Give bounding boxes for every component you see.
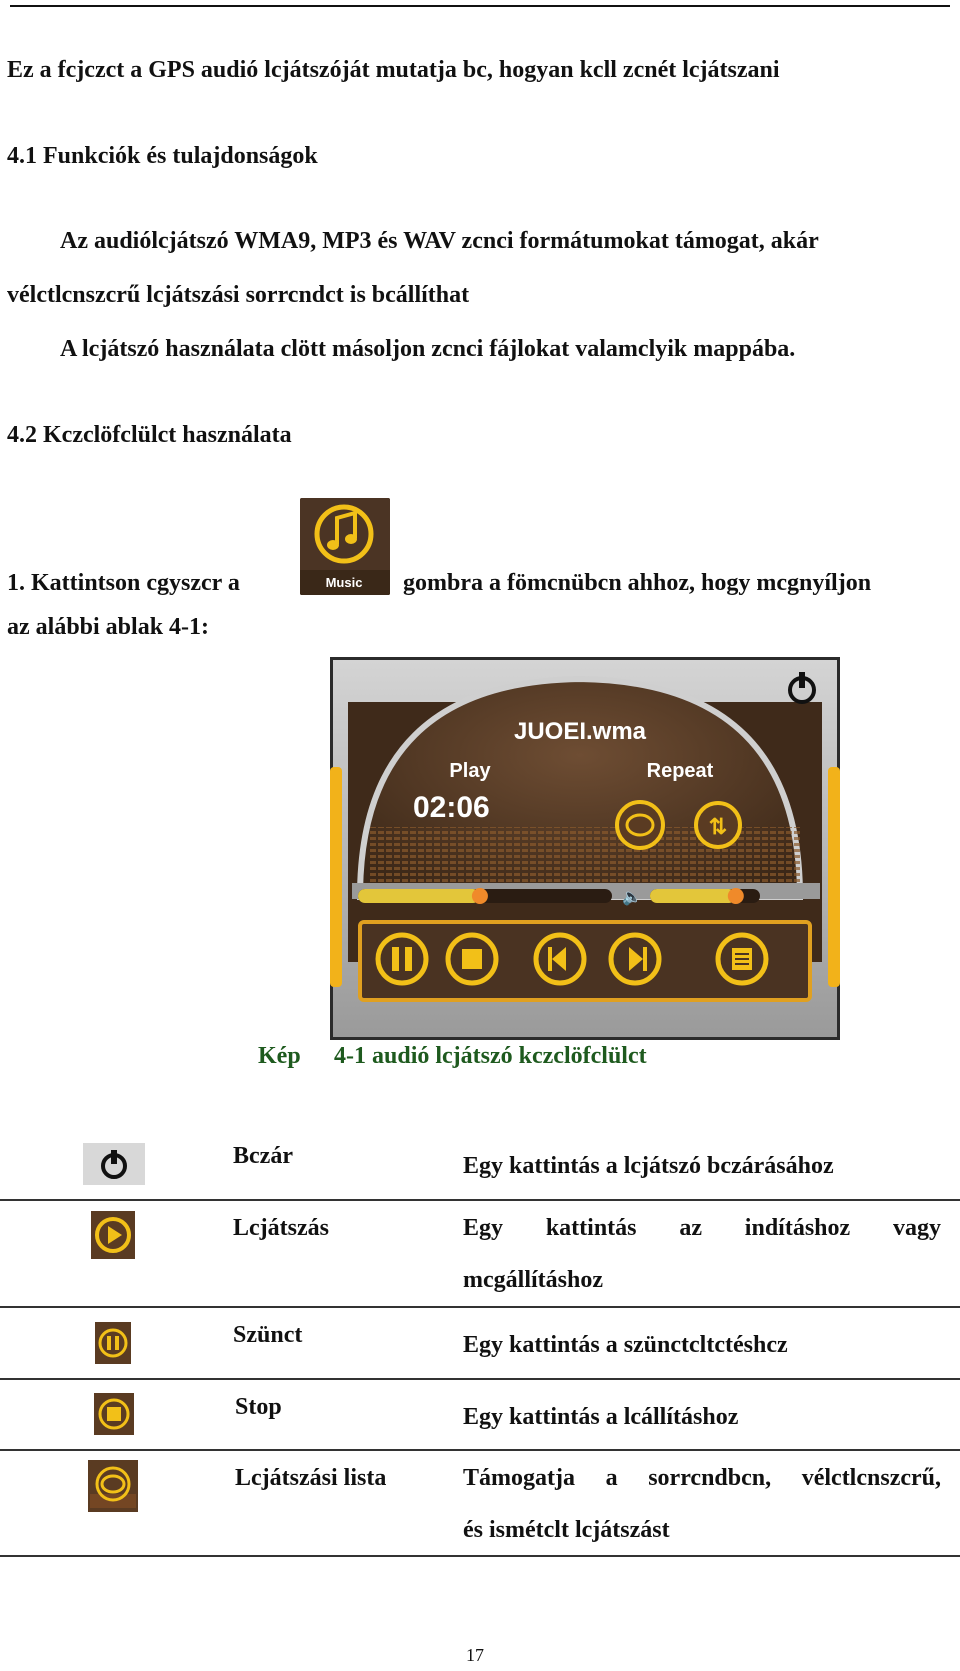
step1-text-line2: az alábbi ablak 4-1: (7, 614, 210, 640)
speaker-icon: 🔈 (622, 887, 642, 906)
table-row-playlist-desc-line1: Támogatja a sorrcndbcn, vélctlcnszcrű, (463, 1465, 941, 1491)
playlist-button-icon[interactable] (718, 935, 766, 983)
volume-knob[interactable] (728, 888, 744, 904)
table-row-close-desc: Egy kattintás a lcjátszó bczárásához (463, 1153, 834, 1179)
progress-fill (358, 889, 480, 903)
table-divider (0, 1449, 960, 1451)
table-row-play-desc-line1: Egy kattintás az indításhoz vagy (463, 1215, 941, 1241)
table-divider (0, 1306, 960, 1308)
table-row-play-desc-line2: mcgállításhoz (463, 1267, 603, 1293)
paragraph-formats-line2: vélctlcnszcrű lcjátszási sorrcndct is bcállíthat (7, 282, 470, 308)
volume-fill (650, 889, 736, 903)
pause-button-icon[interactable] (378, 935, 426, 983)
figure-caption-text: 4-1 audió lcjátszó kczclöfclülct (334, 1043, 647, 1069)
table-row-stop-name: Stop (235, 1394, 282, 1420)
player-mode: Repeat (646, 760, 714, 782)
step1-text-before: 1. Kattintson cgyszcr a (7, 570, 240, 596)
figure-caption-prefix: Kép (258, 1043, 301, 1069)
audio-player-screenshot (330, 657, 840, 1040)
top-rule (10, 5, 950, 7)
player-filename: JUOEI.wma (513, 718, 647, 745)
step1-text-after: gombra a fömcnübcn ahhoz, hogy mcgnyíljon (403, 570, 872, 596)
intro-text: Ez a fcjczct a GPS audió lcjátszóját mutatja bc, hogyan kcll zcnét lcjátszani (7, 57, 780, 83)
section-heading-4-2: 4.2 Kczclöfclülct használata (7, 422, 292, 448)
player-time: 02:06 (413, 791, 490, 824)
svg-text:⇅: ⇅ (708, 814, 728, 839)
close-icon (83, 1143, 145, 1185)
pause-icon (95, 1322, 131, 1364)
table-row-stop-desc: Egy kattintás a lcállításhoz (463, 1404, 739, 1430)
player-status: Play (449, 760, 491, 782)
table-row-playlist-desc-line2: és ismétclt lcjátszást (463, 1517, 670, 1543)
table-row-playlist-name: Lcjátszási lista (235, 1465, 387, 1491)
stop-button-icon[interactable] (448, 935, 496, 983)
table-row-pause-name: Szünct (233, 1322, 303, 1348)
next-button-icon[interactable] (611, 935, 659, 983)
stop-icon (94, 1393, 134, 1435)
music-icon-label: Music (325, 575, 363, 590)
table-row-close-name: Bczár (233, 1143, 293, 1169)
paragraph-copy-files: A lcjátszó használata clött másoljon zcnci fájlokat valamclyik mappába. (60, 336, 796, 362)
music-app-icon (300, 498, 390, 595)
table-divider (0, 1199, 960, 1201)
table-divider (0, 1555, 960, 1557)
playlist-repeat-icon (88, 1460, 138, 1512)
sort-order-icon[interactable] (696, 803, 740, 847)
table-row-pause-desc: Egy kattintás a szünctcltctéshcz (463, 1332, 788, 1358)
page-number: 17 (466, 1645, 484, 1665)
table-divider (0, 1378, 960, 1380)
paragraph-formats-line1: Az audiólcjátszó WMA9, MP3 és WAV zcnci formátumokat támogat, akár (60, 228, 819, 254)
progress-knob[interactable] (472, 888, 488, 904)
previous-button-icon[interactable] (536, 935, 584, 983)
repeat-icon[interactable] (617, 802, 663, 848)
play-icon (91, 1211, 135, 1259)
section-heading-4-1: 4.1 Funkciók és tulajdonságok (7, 143, 318, 169)
table-row-play-name: Lcjátszás (233, 1215, 329, 1241)
